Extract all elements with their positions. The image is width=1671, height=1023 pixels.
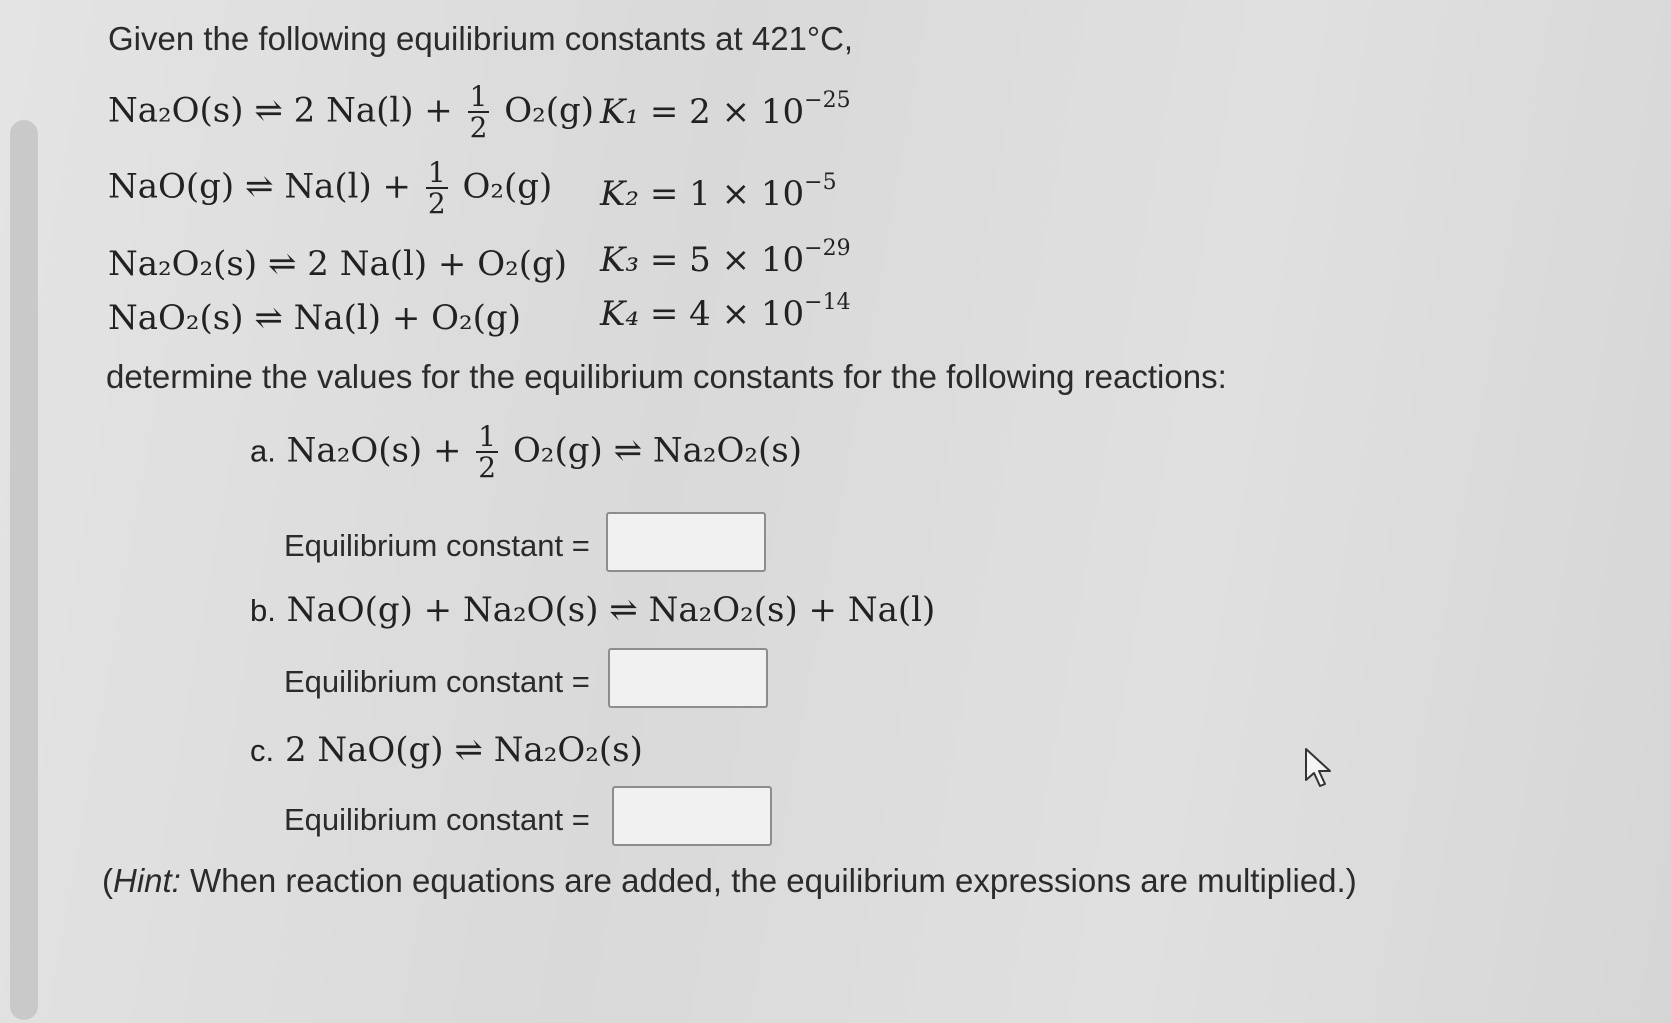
reaction-2-rhs-post: O₂(g) — [462, 166, 553, 207]
part-a-answer-label: Equilibrium constant = — [284, 528, 590, 563]
given-reaction-1 — [108, 82, 594, 143]
part-c-answer-label: Equilibrium constant = — [284, 802, 590, 837]
part-a-lhs: Na₂O(s) + — [286, 430, 462, 471]
reaction-1-rhs-post: O₂(g) — [504, 90, 595, 131]
k2-constant: $K_2 = 1 \times 10^{-5}$ — [600, 170, 837, 214]
reaction-4-rhs: Na(l) + O₂(g) — [293, 298, 521, 338]
part-a-label: a. — [250, 433, 276, 469]
given-reaction-4 — [108, 298, 521, 338]
part-c-reaction — [250, 730, 643, 770]
reaction-2-lhs: NaO(g) — [108, 166, 235, 207]
hint-text: (Hint: When reaction equations are added, the equilibrium expressions are multiplied.) — [102, 862, 1357, 899]
reaction-4-lhs: NaO₂(s) — [108, 298, 244, 338]
k4-constant: $K_4 = 4 \times 10^{-14}$ — [600, 290, 851, 334]
equilibrium-arrow-icon: ⇌ — [267, 244, 297, 284]
fraction-half: $\frac{1}{2}$ — [427, 156, 446, 221]
k1-constant: $K_1 = 2 \times 10^{-25}$ — [600, 88, 851, 132]
reaction-3-lhs: Na₂O₂(s) — [108, 244, 258, 284]
reaction-1-rhs-pre: 2 Na(l) + — [293, 90, 453, 131]
part-b-rhs: Na₂O₂(s) + Na(l) — [648, 590, 936, 630]
equilibrium-arrow-icon: ⇌ — [254, 298, 283, 338]
equilibrium-arrow-icon: ⇌ — [609, 590, 638, 630]
part-a-answer-input[interactable] — [606, 512, 766, 572]
prompt-text: determine the values for the equilibrium constants for the following reactions: — [106, 358, 1227, 395]
given-reaction-2 — [108, 158, 552, 219]
part-b-lhs: NaO(g) + Na₂O(s) — [286, 590, 599, 630]
part-b-reaction — [250, 590, 935, 630]
part-c-label: c. — [250, 733, 275, 768]
equilibrium-arrow-icon: ⇌ — [613, 430, 643, 471]
given-reaction-3 — [108, 244, 567, 284]
part-a-reaction — [250, 422, 802, 483]
fraction-half: $\frac{1}{2}$ — [478, 420, 497, 485]
k3-constant: $K_3 = 5 \times 10^{-29}$ — [600, 236, 851, 280]
part-c-rhs: Na₂O₂(s) — [493, 730, 643, 770]
reaction-3-rhs: 2 Na(l) + O₂(g) — [307, 244, 568, 284]
equilibrium-arrow-icon: ⇌ — [245, 166, 274, 207]
reaction-1-lhs: Na₂O(s) — [108, 90, 244, 131]
reaction-2-rhs-pre: Na(l) + — [284, 166, 412, 207]
equilibrium-arrow-icon: ⇌ — [454, 730, 483, 770]
part-b-answer-input[interactable] — [608, 648, 768, 708]
part-b-answer-label: Equilibrium constant = — [284, 664, 590, 699]
left-scroll-track — [10, 120, 38, 1020]
intro-text: Given the following equilibrium constants at 421°C, — [108, 20, 854, 57]
mouse-pointer-icon — [1303, 746, 1337, 790]
equilibrium-arrow-icon: ⇌ — [254, 90, 283, 131]
part-c-answer-input[interactable] — [612, 786, 772, 846]
part-c-lhs: 2 NaO(g) — [284, 730, 444, 770]
part-a-rhs: Na₂O₂(s) — [652, 430, 803, 471]
hint-label: Hint: — [113, 862, 181, 899]
part-a-lhs-post: O₂(g) — [512, 430, 603, 471]
part-b-label: b. — [250, 593, 276, 628]
fraction-half: $\frac{1}{2}$ — [469, 80, 488, 145]
